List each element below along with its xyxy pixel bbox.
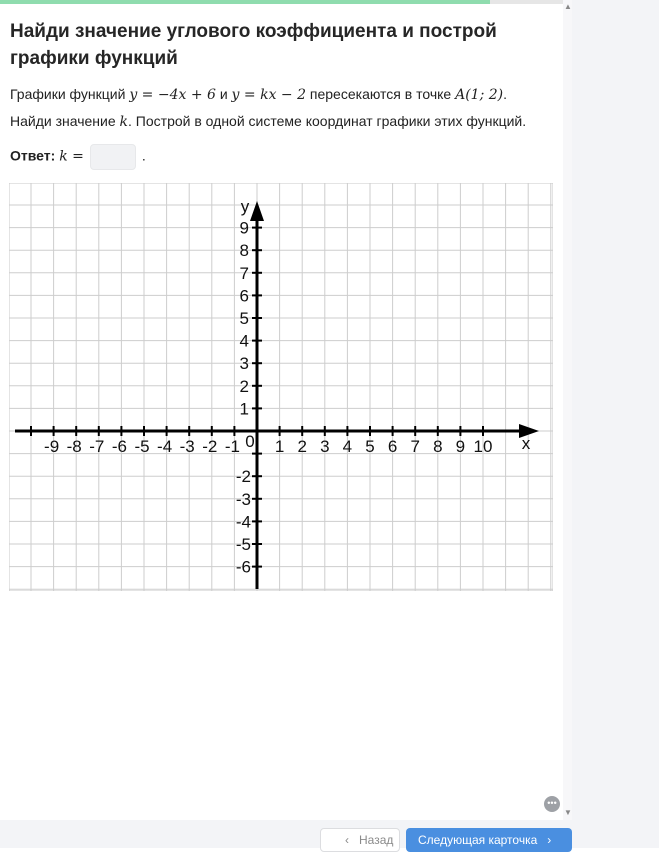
statement-text: и <box>215 86 232 102</box>
chat-icon[interactable]: ••• <box>544 796 560 812</box>
intersection-point: A(1; 2) <box>455 87 504 103</box>
chevron-right-icon: › <box>547 833 552 847</box>
answer-row <box>10 144 146 170</box>
y-tick-label: 3 <box>239 354 249 374</box>
scroll-down-arrow-icon[interactable]: ▼ <box>564 808 572 817</box>
x-axis-label: x <box>521 434 531 453</box>
grid-frame <box>9 183 553 591</box>
right-gutter <box>572 0 659 848</box>
x-tick-label: 7 <box>410 437 420 456</box>
y-tick-label: 1 <box>239 399 249 419</box>
x-tick-label: -2 <box>202 437 218 456</box>
x-tick-label: 9 <box>455 437 466 456</box>
x-tick-label: 4 <box>342 437 353 456</box>
chevron-left-icon: ‹ <box>345 833 349 847</box>
origin-label: 0 <box>245 432 255 451</box>
x-tick-label: -7 <box>89 437 105 456</box>
coordinate-grid[interactable] <box>9 183 553 596</box>
y-tick-label: 5 <box>239 309 249 328</box>
y-tick-label: -5 <box>235 535 251 554</box>
y-tick-label: 2 <box>239 376 249 396</box>
task-title: Найди значение углового коэффициента и построй графики функций <box>10 21 497 69</box>
y-tick-label: 8 <box>239 241 249 261</box>
x-tick-label: -3 <box>179 437 195 456</box>
answer-input[interactable] <box>90 144 136 170</box>
x-tick-label: -6 <box>111 437 127 456</box>
y-tick-label: 7 <box>239 263 249 283</box>
statement-text: . <box>503 86 507 102</box>
next-card-button-label: Следующая карточка <box>418 833 538 847</box>
x-tick-label: 5 <box>365 437 375 456</box>
x-tick-label: 3 <box>320 437 330 456</box>
x-tick-label: 6 <box>387 437 398 456</box>
statement-text: Графики функций <box>10 86 130 102</box>
x-tick-label: 1 <box>274 437 285 456</box>
y-tick-label: 9 <box>239 218 249 238</box>
y-axis-label: y <box>240 197 250 216</box>
y-tick-label: -6 <box>235 557 251 577</box>
x-tick-label: -5 <box>134 437 150 456</box>
variable-k: k <box>119 114 129 130</box>
y-tick-label: -2 <box>235 467 251 487</box>
x-tick-label: -9 <box>44 437 60 456</box>
answer-label: Ответ: <box>10 147 60 164</box>
function-2: y = kx − 2 <box>231 87 307 103</box>
statement-text: пересекаются в точке <box>306 86 456 102</box>
task-statement-line-2 <box>10 113 526 130</box>
next-card-button[interactable] <box>406 828 572 852</box>
back-button[interactable] <box>320 828 400 852</box>
scrollbar[interactable] <box>563 0 572 820</box>
x-tick-label: 2 <box>297 437 307 456</box>
x-tick-label: -4 <box>157 437 173 456</box>
statement-text: Найди значение <box>10 113 120 129</box>
statement-text: . Построй в одной системе координат графики этих функций. <box>128 113 527 129</box>
x-tick-label: -8 <box>66 437 82 456</box>
back-button-label: Назад <box>359 833 394 847</box>
x-tick-label: 8 <box>433 437 443 456</box>
x-tick-label: 10 <box>473 437 493 456</box>
answer-period: . <box>141 147 146 164</box>
function-1: y = −4x + 6 <box>129 87 216 103</box>
y-tick-label: -4 <box>235 512 251 532</box>
y-tick-label: 4 <box>239 331 249 351</box>
x-tick-label: -1 <box>224 437 240 456</box>
task-statement-line-1 <box>10 86 507 103</box>
y-tick-label: -3 <box>235 489 251 509</box>
y-tick-label: 6 <box>239 286 249 306</box>
answer-lhs: k = <box>59 148 84 165</box>
scroll-up-arrow-icon[interactable]: ▲ <box>564 2 572 11</box>
